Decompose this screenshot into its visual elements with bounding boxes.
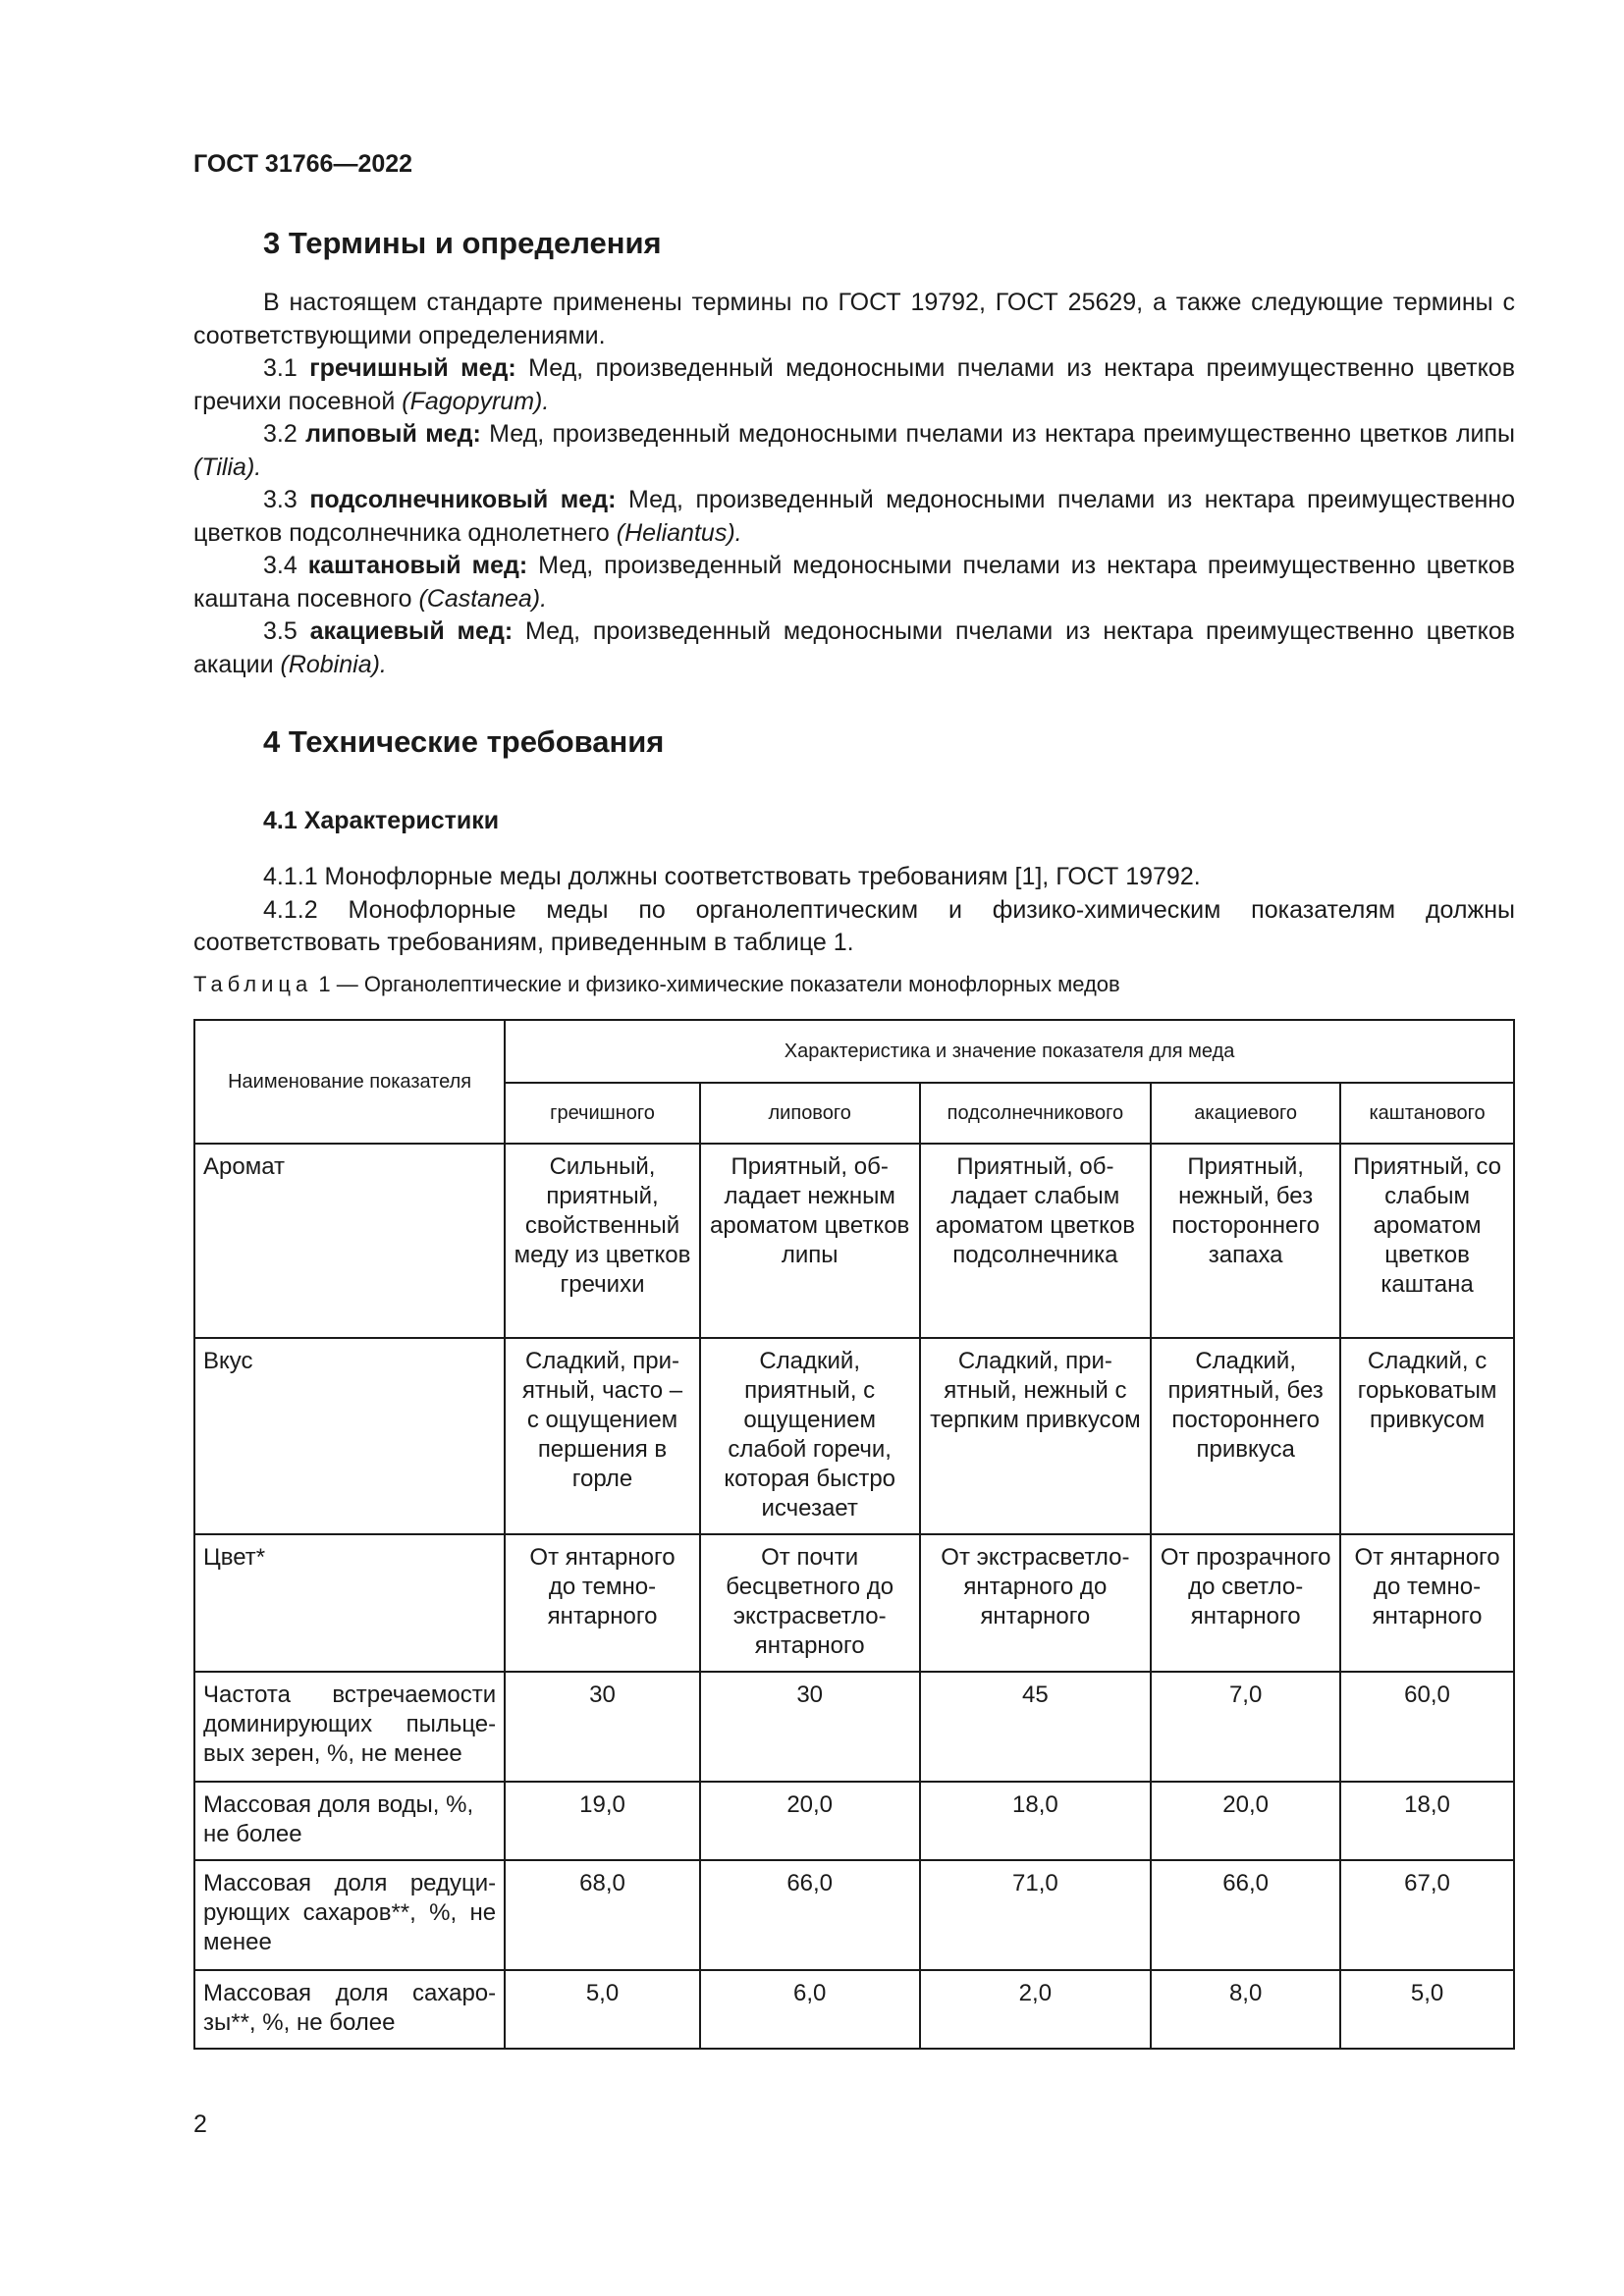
table-cell: От янтарного до темно-янтарного bbox=[505, 1534, 700, 1672]
table-cell: 5,0 bbox=[505, 1970, 700, 2049]
indicator-name-header: Наименование показателя bbox=[194, 1020, 505, 1144]
table-cell: 71,0 bbox=[920, 1860, 1152, 1970]
table-cell: 66,0 bbox=[700, 1860, 920, 1970]
table-cell: Сладкий, приятный, с ощущением слабой горечи, которая быстро исчезает bbox=[700, 1338, 920, 1534]
table-row bbox=[194, 1338, 1514, 1534]
indicator-name: Массовая доля сахарозы**, %, не более bbox=[194, 1970, 505, 2049]
column-header: липового bbox=[700, 1083, 920, 1144]
indicator-name: Массовая доля воды, %, не более bbox=[194, 1782, 505, 1860]
term-label: подсолнечниковый мед: bbox=[309, 486, 617, 513]
term-3-2: 3.2 липовый мед: Мед, произведенный медоносными пчелами из нектара преимущественно цветков липы (Tilia). bbox=[193, 420, 1515, 481]
table-cell: Приятный, обладает слабым ароматом цветков подсолнечника bbox=[920, 1144, 1152, 1338]
term-label: липовый мед: bbox=[305, 420, 481, 448]
paragraph-4-1-2: 4.1.2 Монофлорные меды по органолептическим и физико-химическим показателям должны соответствовать требованиям, приведенным в таблице 1. bbox=[193, 895, 1515, 956]
term-3-3: 3.3 подсолнечниковый мед: Мед, произведенный медоносными пчелами из нектара преимущественно цветков подсолнечника однолетнего (Heliantus). bbox=[193, 486, 1515, 547]
table-cell: Приятный, нежный, без постороннего запаха bbox=[1151, 1144, 1340, 1338]
table-cell: 2,0 bbox=[920, 1970, 1152, 2049]
table-cell: Сильный, приятный, свойственный меду из цветков гречихи bbox=[505, 1144, 700, 1338]
term-label: акациевый мед: bbox=[309, 617, 514, 645]
table-row bbox=[194, 1860, 1514, 1970]
latin-name: (Robinia). bbox=[280, 650, 387, 678]
column-header: гречишного bbox=[505, 1083, 700, 1144]
table-cell: 67,0 bbox=[1340, 1860, 1514, 1970]
table-cell: 45 bbox=[920, 1672, 1152, 1782]
column-header: акациевого bbox=[1151, 1083, 1340, 1144]
table-caption-label: Таблица bbox=[193, 972, 313, 996]
table-cell: Сладкий, приятный, часто – с ощущением першения в горле bbox=[505, 1338, 700, 1534]
table-cell: Сладкий, приятный, нежный с терпким привкусом bbox=[920, 1338, 1152, 1534]
indicator-name: Аромат bbox=[194, 1144, 505, 1338]
table-cell: 5,0 bbox=[1340, 1970, 1514, 2049]
table-cell: Сладкий, с горьковатым привкусом bbox=[1340, 1338, 1514, 1534]
table-cell: От прозрачного до светло-янтарного bbox=[1151, 1534, 1340, 1672]
table-cell: 7,0 bbox=[1151, 1672, 1340, 1782]
term-3-4: 3.4 каштановый мед: Мед, произведенный медоносными пчелами из нектара преимущественно цветков каштана посевного (Castanea). bbox=[193, 552, 1515, 613]
table-row bbox=[194, 1144, 1514, 1338]
table-row bbox=[194, 1534, 1514, 1672]
section-3-body bbox=[193, 287, 1515, 681]
section-4-title: 4 Технические требования bbox=[263, 724, 665, 759]
term-label: гречишный мед: bbox=[309, 354, 516, 382]
table-cell: 19,0 bbox=[505, 1782, 700, 1860]
document-code: ГОСТ 31766—2022 bbox=[193, 150, 413, 178]
table-cell: 6,0 bbox=[700, 1970, 920, 2049]
group-header: Характеристика и значение показателя для меда bbox=[505, 1020, 1514, 1083]
indicator-name: Частота встречаемости доминирующих пыльцевых зерен, %, не менее bbox=[194, 1672, 505, 1782]
table-caption bbox=[193, 972, 1120, 997]
latin-name: (Heliantus). bbox=[616, 518, 742, 547]
table-cell: 18,0 bbox=[1340, 1782, 1514, 1860]
indicator-name: Цвет* bbox=[194, 1534, 505, 1672]
latin-name: (Fagopyrum). bbox=[402, 387, 550, 415]
term-label: каштановый мед: bbox=[307, 552, 528, 579]
indicators-table bbox=[193, 1019, 1515, 2050]
table-row bbox=[194, 1672, 1514, 1782]
table-cell: От янтарного до темно-янтарного bbox=[1340, 1534, 1514, 1672]
table-cell: Приятный, обладает нежным ароматом цветков липы bbox=[700, 1144, 920, 1338]
table-cell: От почти бесцветного до экстрасветло-янтарного bbox=[700, 1534, 920, 1672]
table-row bbox=[194, 1782, 1514, 1860]
table-caption-text: 1 — Органолептические и физико-химические показатели монофлорных медов bbox=[312, 972, 1120, 996]
table-row bbox=[194, 1970, 1514, 2049]
latin-name: (Castanea). bbox=[418, 584, 548, 613]
paragraph-4-1-1: 4.1.1 Монофлорные меды должны соответствовать требованиям [1], ГОСТ 19792. bbox=[263, 863, 1201, 890]
table-cell: 8,0 bbox=[1151, 1970, 1340, 2049]
indicator-name: Массовая доля редуцирующих сахаров**, %, не менее bbox=[194, 1860, 505, 1970]
table-cell: 30 bbox=[700, 1672, 920, 1782]
indicator-name: Вкус bbox=[194, 1338, 505, 1534]
subsection-4-1-title: 4.1 Характеристики bbox=[263, 807, 500, 834]
table-cell: Приятный, со слабым ароматом цветков каштана bbox=[1340, 1144, 1514, 1338]
page-number: 2 bbox=[193, 2110, 207, 2138]
table-cell: 66,0 bbox=[1151, 1860, 1340, 1970]
table-cell: 18,0 bbox=[920, 1782, 1152, 1860]
table-cell: От экстрасветло-янтарного до янтарного bbox=[920, 1534, 1152, 1672]
latin-name: (Tilia). bbox=[193, 453, 262, 481]
table-cell: 20,0 bbox=[700, 1782, 920, 1860]
term-3-5: 3.5 акациевый мед: Мед, произведенный медоносными пчелами из нектара преимущественно цветков акации (Robinia). bbox=[193, 617, 1516, 678]
table-cell: Сладкий, приятный, без постороннего привкуса bbox=[1151, 1338, 1340, 1534]
table-cell: 20,0 bbox=[1151, 1782, 1340, 1860]
table-cell: 30 bbox=[505, 1672, 700, 1782]
section-4-body bbox=[193, 861, 1515, 960]
section-3-intro: В настоящем стандарте применены термины по ГОСТ 19792, ГОСТ 25629, а также следующие термины с соответствующими определениями. bbox=[193, 289, 1515, 349]
section-3-title: 3 Термины и определения bbox=[263, 226, 662, 260]
table-cell: 68,0 bbox=[505, 1860, 700, 1970]
term-3-1: 3.1 гречишный мед: Мед, произведенный медоносными пчелами из нектара преимущественно цветков гречихи посевной (Fagopyrum). bbox=[193, 354, 1515, 415]
table-cell: 60,0 bbox=[1340, 1672, 1514, 1782]
column-header: подсолнечникового bbox=[920, 1083, 1152, 1144]
column-header: каштанового bbox=[1340, 1083, 1514, 1144]
